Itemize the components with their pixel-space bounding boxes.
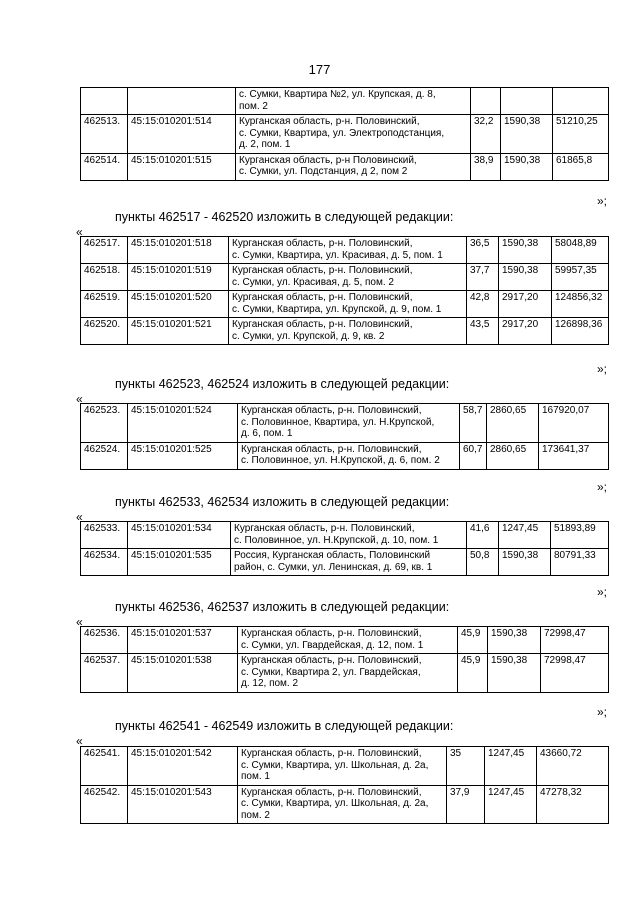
address-line: пом. 1	[241, 771, 270, 782]
registry-table	[80, 521, 609, 576]
registry-table	[80, 626, 609, 693]
item-number-cell: 462534.	[81, 549, 128, 576]
table-row	[81, 153, 609, 180]
address-cell	[238, 654, 458, 693]
cadastral-number-cell: 45:15:010201:543	[128, 785, 238, 824]
address-line: с. Половинное, Квартира, ул. Н.Крупской,	[241, 416, 435, 428]
address-line: с. Сумки, ул. Красивая, д. 5, пом. 2	[232, 276, 394, 288]
open-quote: «	[76, 510, 83, 524]
area-cell: 45,9	[458, 654, 488, 693]
end-quote: »;	[597, 585, 608, 599]
price-cell: 1590,38	[501, 153, 553, 180]
end-quote: »;	[597, 362, 608, 376]
price-cell: 1247,45	[485, 785, 537, 824]
table-row	[81, 654, 609, 693]
total-value-cell: 173641,37	[539, 442, 609, 469]
item-number-cell	[81, 88, 128, 115]
table-body	[81, 747, 609, 824]
table-body	[81, 404, 609, 470]
table-row	[81, 747, 609, 786]
table-row	[81, 88, 609, 115]
price-cell: 2860,65	[487, 404, 539, 443]
address-line: с. Половинное, ул. Н.Крупской, д. 6, пом. 2	[241, 455, 440, 466]
cadastral-number-cell: 45:15:010201:534	[128, 522, 231, 549]
address-line: Курганская область, р-н. Половинский,	[239, 116, 420, 127]
section-instruction: пункты 462536, 462537 изложить в следующей редакции:	[115, 600, 450, 614]
cadastral-number-cell: 45:15:010201:524	[128, 404, 238, 443]
address-cell	[229, 318, 467, 345]
area-cell: 37,9	[447, 785, 485, 824]
item-number-cell: 462542.	[81, 785, 128, 824]
table-row	[81, 522, 609, 549]
address-line: с. Половинное, ул. Н.Крупской, д. 10, пом. 1	[234, 534, 439, 546]
address-line: с. Сумки, Квартира, ул. Крупской, д. 9, пом. 1	[232, 303, 442, 315]
price-cell: 1590,38	[499, 237, 552, 264]
area-cell: 58,7	[460, 404, 487, 443]
address-cell	[236, 88, 471, 115]
price-cell: 1590,38	[501, 115, 553, 154]
area-cell: 43,5	[467, 318, 499, 345]
address-line: Курганская область, р-н. Половинский,	[241, 786, 422, 798]
address-cell	[229, 264, 467, 291]
open-quote: «	[76, 225, 83, 239]
area-cell: 45,9	[458, 627, 488, 654]
total-value-cell	[553, 88, 609, 115]
section-instruction: пункты 462517 - 462520 изложить в следующей редакции:	[115, 210, 454, 224]
total-value-cell: 72998,47	[541, 654, 609, 693]
table-row	[81, 264, 609, 291]
area-cell: 41,6	[467, 522, 499, 549]
total-value-cell: 126898,36	[552, 318, 609, 345]
address-line: с. Сумки, Квартира №2, ул. Крупская, д. 8,	[239, 89, 436, 100]
item-number-cell: 462524.	[81, 442, 128, 469]
cadastral-number-cell: 45:15:010201:542	[128, 747, 238, 786]
item-number-cell: 462519.	[81, 291, 128, 318]
cadastral-number-cell: 45:15:010201:537	[128, 627, 238, 654]
address-line: Курганская область, р-н. Половинский,	[232, 319, 413, 330]
cadastral-number-cell: 45:15:010201:521	[128, 318, 229, 345]
area-cell: 32,2	[471, 115, 501, 154]
address-cell	[238, 785, 447, 824]
area-cell: 37,7	[467, 264, 499, 291]
item-number-cell: 462520.	[81, 318, 128, 345]
cadastral-number-cell: 45:15:010201:535	[128, 549, 231, 576]
address-line: Курганская область, р-н. Половинский,	[241, 628, 422, 639]
address-line: д. 2, пом. 1	[239, 139, 291, 150]
total-value-cell: 43660,72	[537, 747, 609, 786]
item-number-cell: 462541.	[81, 747, 128, 786]
table-body	[81, 627, 609, 693]
address-line: с. Сумки, Квартира, ул. Красивая, д. 5, пом. 1	[232, 249, 443, 261]
address-line: д. 12, пом. 2	[241, 678, 299, 689]
table-body	[81, 522, 609, 576]
price-cell: 1590,38	[499, 264, 552, 291]
table-row	[81, 291, 609, 318]
address-line: Курганская область, р-н Половинский,	[239, 154, 417, 166]
address-line: с. Сумки, ул. Гвардейская, д. 12, пом. 1	[241, 639, 424, 651]
table-row	[81, 318, 609, 345]
price-cell: 1590,38	[488, 654, 541, 693]
address-line: район, с. Сумки, ул. Ленинская, д. 69, кв. 1	[234, 561, 433, 573]
address-cell	[229, 291, 467, 318]
table-row	[81, 785, 609, 824]
area-cell: 38,9	[471, 153, 501, 180]
address-line: Курганская область, р-н. Половинский,	[241, 443, 422, 455]
area-cell	[471, 88, 501, 115]
table-row	[81, 442, 609, 469]
table-row	[81, 627, 609, 654]
area-cell: 42,8	[467, 291, 499, 318]
cadastral-number-cell: 45:15:010201:515	[128, 153, 236, 180]
total-value-cell: 80791,33	[551, 549, 609, 576]
table-body	[81, 237, 609, 345]
total-value-cell: 51893,89	[551, 522, 609, 549]
area-cell: 50,8	[467, 549, 499, 576]
total-value-cell: 61865,8	[553, 153, 609, 180]
address-line: Курганская область, р-н. Половинский,	[241, 405, 422, 416]
price-cell	[501, 88, 553, 115]
cadastral-number-cell: 45:15:010201:525	[128, 442, 238, 469]
cadastral-number-cell	[128, 88, 236, 115]
table-body	[81, 88, 609, 181]
price-cell: 2917,20	[499, 291, 552, 318]
total-value-cell: 51210,25	[553, 115, 609, 154]
item-number-cell: 462537.	[81, 654, 128, 693]
area-cell: 36,5	[467, 237, 499, 264]
page-number: 177	[308, 62, 331, 77]
address-cell	[238, 627, 458, 654]
area-cell: 35	[447, 747, 485, 786]
table-row	[81, 549, 609, 576]
area-cell: 60,7	[460, 442, 487, 469]
table-row	[81, 115, 609, 154]
cadastral-number-cell: 45:15:010201:520	[128, 291, 229, 318]
end-quote: »;	[597, 480, 608, 494]
address-line: Курганская область, р-н. Половинский,	[241, 655, 422, 666]
cadastral-number-cell: 45:15:010201:514	[128, 115, 236, 154]
cadastral-number-cell: 45:15:010201:538	[128, 654, 238, 693]
address-line: с. Сумки, ул. Подстанция, д 2, пом 2	[239, 166, 408, 177]
address-line: пом. 2	[241, 809, 270, 821]
price-cell: 1590,38	[488, 627, 541, 654]
address-cell	[231, 549, 467, 576]
address-cell	[236, 153, 471, 180]
open-quote: «	[76, 392, 83, 406]
end-quote: »;	[597, 194, 608, 208]
section-instruction: пункты 462541 - 462549 изложить в следующей редакции:	[115, 719, 454, 733]
cadastral-number-cell: 45:15:010201:519	[128, 264, 229, 291]
item-number-cell: 462518.	[81, 264, 128, 291]
address-line: Курганская область, р-н. Половинский,	[232, 265, 413, 276]
table-row	[81, 237, 609, 264]
address-line: Курганская область, р-н. Половинский,	[232, 238, 413, 249]
section-instruction: пункты 462523, 462524 изложить в следующей редакции:	[115, 377, 450, 391]
address-line: с. Сумки, Квартира, ул. Школьная, д. 2а,	[241, 759, 429, 771]
price-cell: 2917,20	[499, 318, 552, 345]
cadastral-number-cell: 45:15:010201:518	[128, 237, 229, 264]
open-quote: «	[76, 734, 83, 748]
address-line: пом. 2	[239, 100, 268, 112]
address-line: Россия, Курганская область, Половинский	[234, 550, 431, 561]
total-value-cell: 72998,47	[541, 627, 609, 654]
item-number-cell: 462517.	[81, 237, 128, 264]
price-cell: 1590,38	[499, 549, 551, 576]
address-line: с. Сумки, ул. Крупской, д. 9, кв. 2	[232, 330, 385, 342]
price-cell: 1247,45	[499, 522, 551, 549]
address-cell	[236, 115, 471, 154]
end-quote: »;	[597, 705, 608, 719]
address-line: Курганская область, р-н. Половинский,	[232, 292, 413, 303]
total-value-cell: 59957,35	[552, 264, 609, 291]
open-quote: «	[76, 615, 83, 629]
item-number-cell: 462533.	[81, 522, 128, 549]
item-number-cell: 462514.	[81, 153, 128, 180]
price-cell: 1247,45	[485, 747, 537, 786]
registry-table	[80, 403, 609, 470]
registry-table	[80, 236, 609, 345]
item-number-cell: 462523.	[81, 404, 128, 443]
item-number-cell: 462536.	[81, 627, 128, 654]
address-line: с. Сумки, Квартира, ул. Электроподстанция,	[239, 127, 445, 139]
address-line: с. Сумки, Квартира, ул. Школьная, д. 2а,	[241, 798, 429, 809]
price-cell: 2860,65	[487, 442, 539, 469]
total-value-cell: 167920,07	[539, 404, 609, 443]
total-value-cell: 124856,32	[552, 291, 609, 318]
table-row	[81, 404, 609, 443]
registry-table	[80, 746, 609, 824]
registry-table	[80, 87, 609, 181]
address-cell	[229, 237, 467, 264]
address-line: Курганская область, р-н. Половинский,	[234, 523, 415, 534]
address-line: с. Сумки, Квартира 2, ул. Гвардейская,	[241, 666, 421, 678]
item-number-cell: 462513.	[81, 115, 128, 154]
address-cell	[238, 747, 447, 786]
address-line: д. 6, пом. 1	[241, 428, 293, 439]
total-value-cell: 58048,89	[552, 237, 609, 264]
section-instruction: пункты 462533, 462534 изложить в следующей редакции:	[115, 495, 450, 509]
total-value-cell: 47278,32	[537, 785, 609, 824]
address-cell	[238, 442, 460, 469]
address-line: Курганская область, р-н. Половинский,	[241, 748, 422, 759]
address-cell	[231, 522, 467, 549]
address-cell	[238, 404, 460, 443]
